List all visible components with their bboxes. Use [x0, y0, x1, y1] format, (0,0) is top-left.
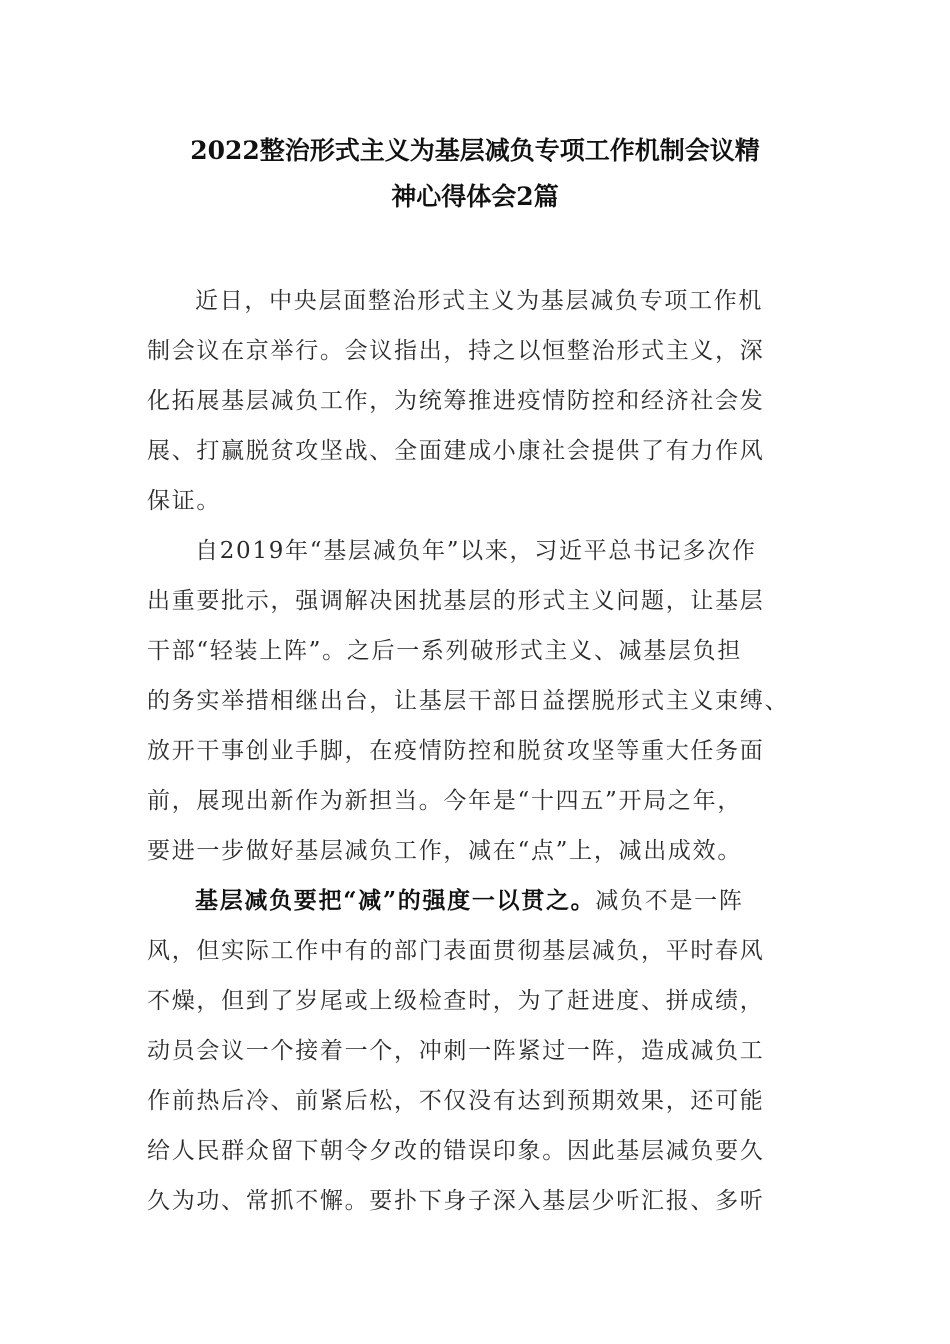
paragraph-line: 给人民群众留下朝令夕改的错误印象。因此基层减负要久: [147, 1138, 765, 1164]
paragraph-line: 要进一步做好基层减负工作，减在“点”上，减出成效。: [147, 838, 743, 864]
paragraph-2: [147, 526, 807, 876]
paragraph-line: 化拓展基层减负工作，为统筹推进疫情防控和经济社会发: [147, 388, 765, 414]
paragraph-lead-bold: 基层减负要把“减”的强度一以贯之。: [195, 887, 596, 914]
paragraph-3: [147, 876, 807, 1226]
paragraph-line: 的务实举措相继出台，让基层干部日益摆脱形式主义束缚、: [147, 688, 790, 714]
document-title: [120, 128, 830, 220]
paragraph-line: 久为功、常抓不懈。要扑下身子深入基层少听汇报、多听: [147, 1188, 765, 1214]
paragraph-line: 展、打赢脱贫攻坚战、全面建成小康社会提供了有力作风: [147, 438, 765, 464]
paragraph-line: 出重要批示，强调解决困扰基层的形式主义问题，让基层: [147, 588, 765, 614]
title-line-2: 神心得体会2篇: [391, 182, 559, 211]
paragraph-line: 近日，中央层面整治形式主义为基层减负专项工作机: [195, 288, 764, 314]
paragraph-line: 作前热后冷、前紧后松，不仅没有达到预期效果，还可能: [147, 1088, 765, 1114]
paragraph-line: 放开干事创业手脚，在疫情防控和脱贫攻坚等重大任务面: [147, 738, 765, 764]
paragraph-lead-rest: 减负不是一阵: [595, 888, 744, 914]
paragraph-line: 制会议在京举行。会议指出，持之以恒整治形式主义，深: [147, 338, 765, 364]
paragraph-line: 保证。: [147, 488, 222, 514]
paragraph-lead-line: [147, 876, 807, 926]
paragraph-line: 风，但实际工作中有的部门表面贯彻基层减负，平时春风: [147, 938, 765, 964]
title-line-1: 2022整治形式主义为基层减负专项工作机制会议精: [190, 136, 760, 165]
document-body: [147, 276, 807, 1226]
paragraph-line: 前，展现出新作为新担当。今年是“十四五”开局之年，: [147, 788, 743, 814]
paragraph-line: 不燥，但到了岁尾或上级检查时，为了赶进度、拼成绩，: [147, 988, 765, 1014]
paragraph-1: [147, 276, 807, 526]
paragraph-line: 自2019年“基层减负年”以来，习近平总书记多次作: [195, 538, 757, 564]
paragraph-line: 动员会议一个接着一个，冲刺一阵紧过一阵，造成减负工: [147, 1038, 765, 1064]
paragraph-line: 干部“轻装上阵”。之后一系列破形式主义、减基层负担: [147, 638, 743, 664]
